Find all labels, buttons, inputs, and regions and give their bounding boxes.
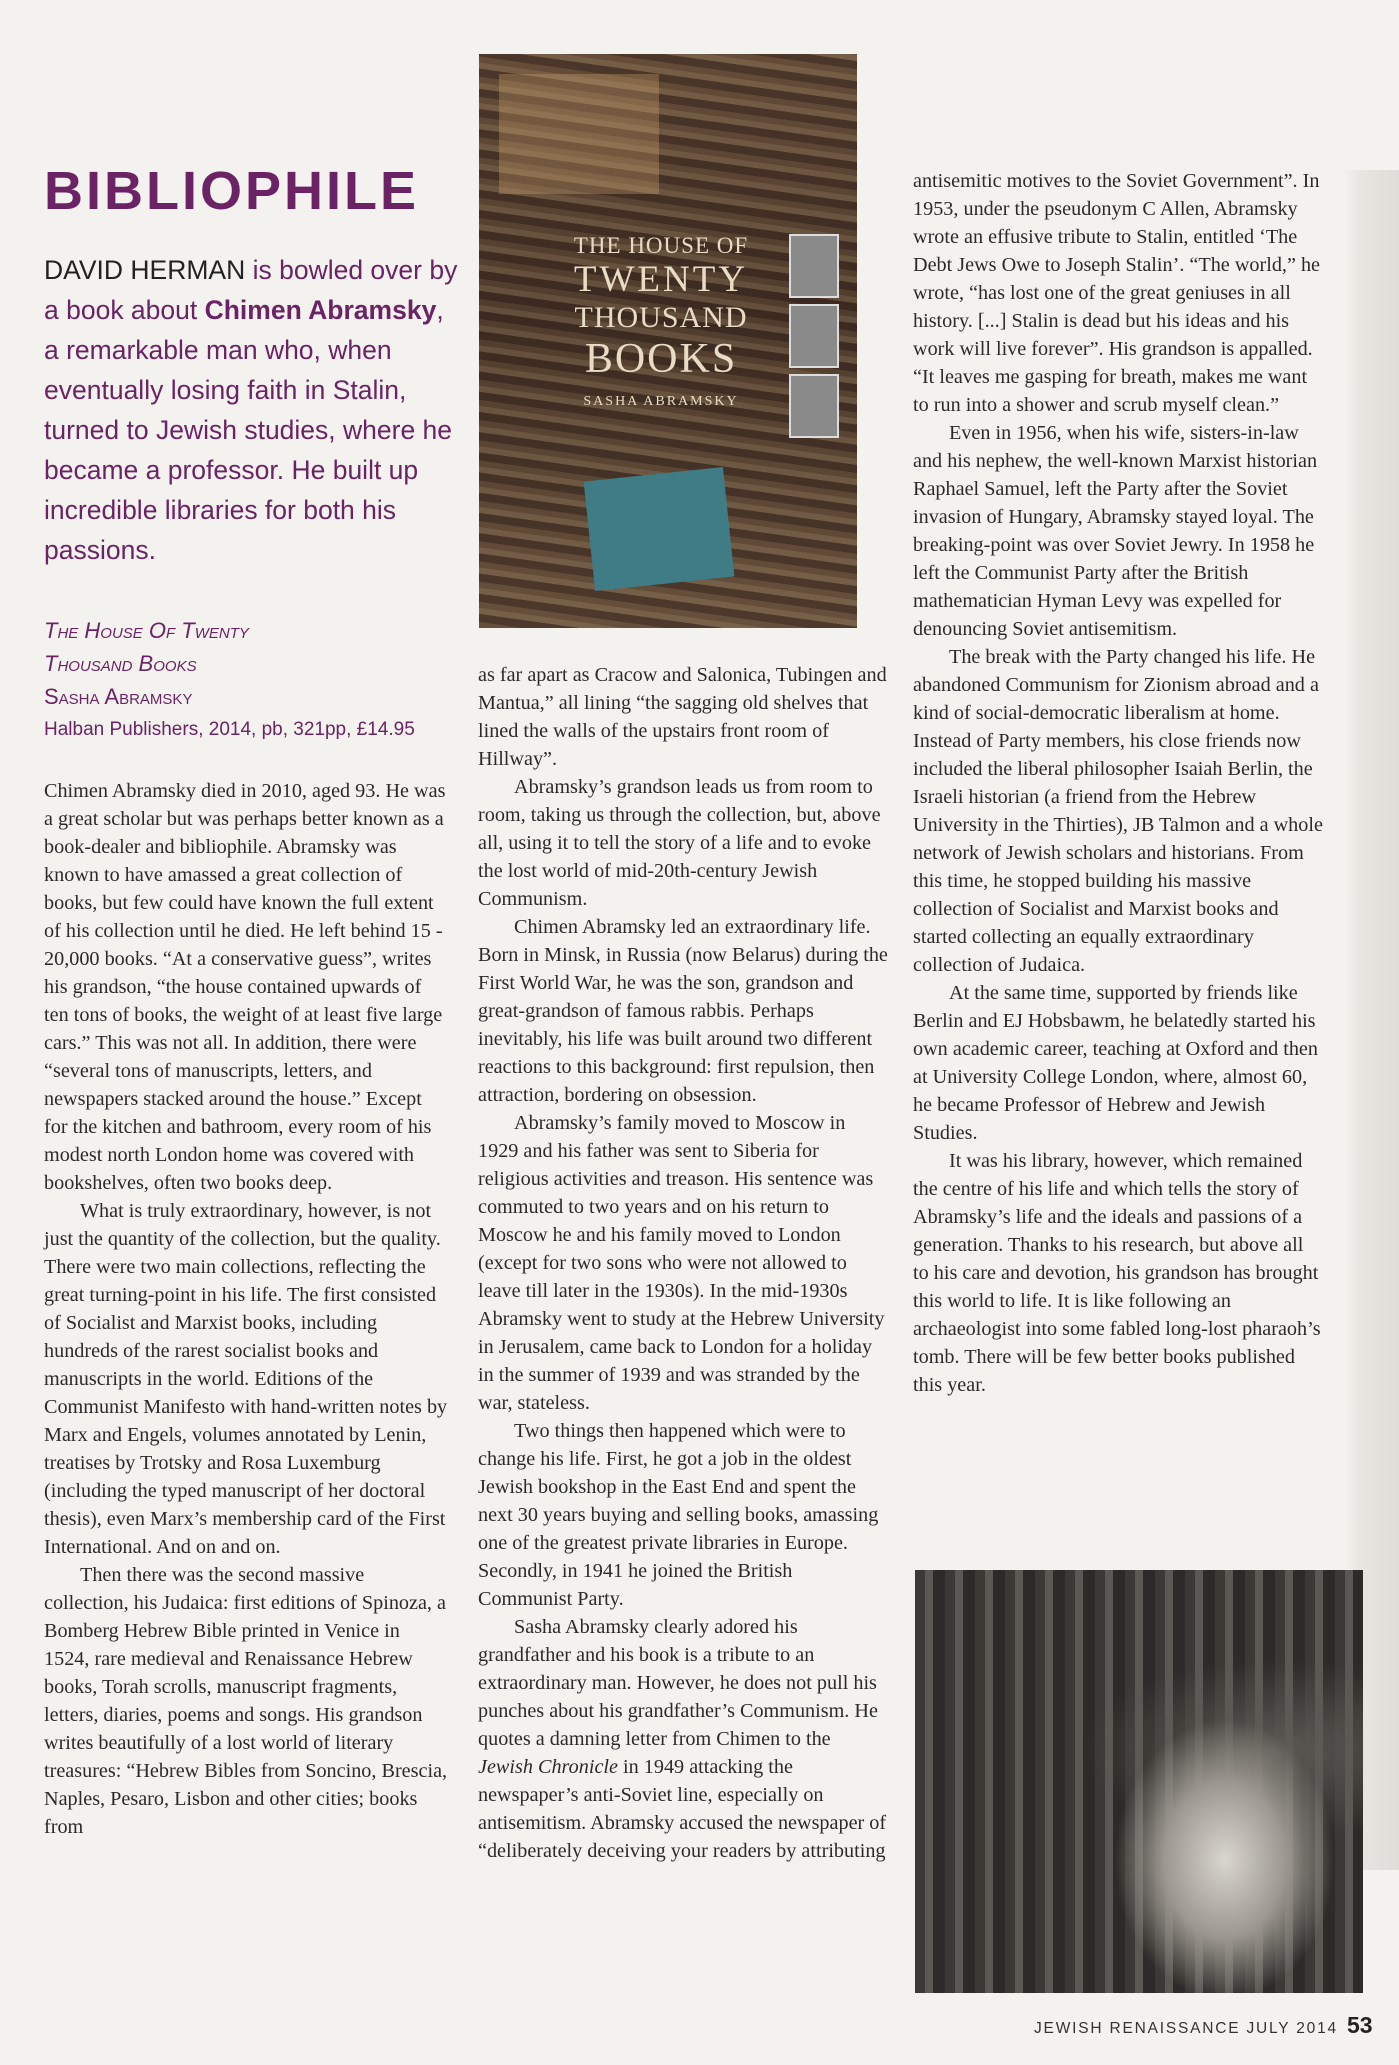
article-column-1 xyxy=(44,777,449,1841)
book-title-line-2: Thousand Books xyxy=(44,651,197,676)
standfirst-text-2: , a remarkable man who, when eventually losing faith in Stalin, turned to Jewish studies, where he became a professor. He built up incredible libraries for both his passions. xyxy=(44,295,453,565)
article-column-3 xyxy=(913,167,1323,1399)
paragraph-text: in 1949 attacking the newspaper’s anti-Soviet line, especially on antisemitism. Abramsky accused the newspaper of “deliberately deceiving your readers by attributing xyxy=(478,1756,887,1862)
paragraph: What is truly extraordinary, however, is not just the quantity of the collection, but the quality. There were two main collections, reflecting the great turning-point in his life. The first consisted of Socialist and Marxist books, including hundreds of the rarest socialist books and manuscripts in the world. Editions of the Communist Manifesto with hand-written notes by Marx and Engels, volumes annotated by Lenin, treatises by Trotsky and Rosa Luxemburg (including the typed manuscript of her doctoral thesis), even Marx’s membership card of the First International. And on and on. xyxy=(44,1200,448,1558)
standfirst xyxy=(44,250,464,570)
book-details xyxy=(44,614,464,744)
paragraph: The break with the Party changed his life. He abandoned Communism for Zionism abroad and a kind of social-democratic liberalism at home. Instead of Party members, his close friends now included the liberal philosopher Isaiah Berlin, the Israeli historian (a friend from the Hebrew University in the Thirties), JB Talmon and a whole network of Jewish scholars and historians. From this time, he stopped building his massive collection of Socialist and Marxist books and started collecting an equally extraordinary collection of Judaica. xyxy=(913,646,1323,976)
paragraph: Chimen Abramsky led an extraordinary life. Born in Minsk, in Russia (now Belarus) during the First World War, he was the son, grandson and great-grandson of famous rabbis. Perhaps inevitably, his life was built around two different reactions to this background: first repulsion, then attraction, bordering on obsession. xyxy=(478,916,888,1106)
paragraph: as far apart as Cracow and Salonica, Tubingen and Mantua,” all lining “the sagging old shelves that lined the walls of the upstairs front room of Hillway”. xyxy=(478,664,887,770)
paragraph: antisemitic motives to the Soviet Government”. In 1953, under the pseudonym C Allen, Abramsky wrote an effusive tribute to Stalin, entitled ‘The Debt Jews Owe to Joseph Stalin’. “The world,” he wrote, “has lost one of the great geniuses in all history. [...] Stalin is dead but his ideas and his work will live forever”. His grandson is appalled. “It leaves me gasping for breath, makes me want to run into a shower and scrub myself clean.” xyxy=(913,170,1321,416)
cover-teal-book xyxy=(584,467,735,591)
footer-publication: JEWISH RENAISSANCE JULY 2014 xyxy=(1034,2020,1338,2037)
cover-books-highlight xyxy=(499,74,659,194)
newspaper-title: Jewish Chronicle xyxy=(478,1756,618,1778)
cover-title-line: TWENTY xyxy=(573,259,749,300)
paragraph-text: Sasha Abramsky clearly adored his grandfather and his book is a tribute to an extraordinary man. However, he does not pull his punches about his grandfather’s Communism. He quotes a damning letter from Chimen to the xyxy=(478,1616,878,1750)
article-column-2 xyxy=(478,661,890,1865)
cover-thumbnail-photo xyxy=(789,234,839,298)
page-number: 53 xyxy=(1347,2012,1373,2038)
standfirst-author: DAVID HERMAN xyxy=(44,255,246,285)
cover-thumbnail-photo xyxy=(789,304,839,368)
standfirst-subject: Chimen Abramsky xyxy=(204,295,437,325)
standfirst-text-1: is bowled over by a book about xyxy=(44,255,458,325)
paragraph: Abramsky’s family moved to Moscow in 1929 and his father was sent to Siberia for religious activities and treason. His sentence was commuted to two years and on his return to Moscow he and his family moved to London (except for two sons who were not allowed to leave till later in the 1930s). In the mid-1930s Abramsky went to study at the Hebrew University in Jerusalem, came back to London for a holiday in the summer of 1939 and was stranded by the war, stateless. xyxy=(478,1112,885,1414)
paragraph: Then there was the second massive collection, his Judaica: first editions of Spinoza, a Bomberg Hebrew Bible printed in Venice in 1524, rare medieval and Renaissance Hebrew books, Torah scrolls, manuscript fragments, letters, diaries, poems and songs. His grandson writes beautifully of a lost world of literary treasures: “Hebrew Bibles from Soncino, Brescia, Naples, Pesaro, Lisbon and other cities; books from xyxy=(44,1564,448,1838)
paragraph: Two things then happened which were to change his life. First, he got a job in the oldest Jewish bookshop in the East End and spent the next 30 years buying and selling books, amassing one of the greatest private libraries in Europe. Secondly, in 1941 he joined the British Communist Party. xyxy=(478,1420,879,1610)
book-author: Sasha Abramsky xyxy=(44,684,193,709)
paragraph: Chimen Abramsky died in 2010, aged 93. He was a great scholar but was perhaps better known as a book-dealer and bibliophile. Abramsky was known to have amassed a great collection of books, but few could have known the full extent of his collection until he died. He left behind 15 - 20,000 books. “At a conservative guess”, writes his grandson, “the house contained upwards of ten tons of books, the weight of at least five large cars.” This was not all. In addition, there were “several tons of manuscripts, letters, and newspapers stacked around the house.” Except for the kitchen and bathroom, every room of his modest north London home was covered with bookshelves, often two books deep. xyxy=(44,780,446,1194)
paragraph: Even in 1956, when his wife, sisters-in-law and his nephew, the well-known Marxist historian Raphael Samuel, left the Party after the Soviet invasion of Hungary, Abramsky stayed loyal. The breaking-point was over Soviet Jewry. In 1958 he left the Communist Party after the British mathematician Hyman Levy was expelled for denouncing Soviet antisemitism. xyxy=(913,422,1318,640)
paragraph: It was his library, however, which remained the centre of his life and which tells the story of Abramsky’s life and the ideals and passions of a generation. Thanks to his research, but above all to his care and devotion, his grandson has brought this world to life. It is like following an archaeologist into some fabled long-lost pharaoh’s tomb. There will be few better books published this year. xyxy=(913,1150,1321,1396)
book-cover-image xyxy=(479,54,857,628)
section-title: BIBLIOPHILE xyxy=(44,161,420,221)
cover-title xyxy=(541,232,781,416)
cover-thumbnail-photo xyxy=(789,374,839,438)
paragraph xyxy=(478,1613,890,1865)
paragraph: Abramsky’s grandson leads us from room to room, taking us through the collection, but, above all, using it to tell the story of a life and to evoke the lost world of mid-20th-century Jewish Communism. xyxy=(478,776,881,910)
cover-title-line: THE HOUSE OF xyxy=(573,233,749,258)
paragraph: At the same time, supported by friends like Berlin and EJ Hobsbawm, he belatedly started his own academic career, teaching at Oxford and then at University College London, where, almost 60, he became Professor of Hebrew and Jewish Studies. xyxy=(913,982,1318,1144)
cover-author: SASHA ABRAMSKY xyxy=(583,394,739,409)
book-publisher: Halban Publishers, 2014, pb, 321pp, £14.95 xyxy=(44,719,415,740)
cover-title-line: THOUSAND xyxy=(574,301,748,334)
book-title-line-1: The House Of Twenty xyxy=(44,618,249,643)
cover-title-line: BOOKS xyxy=(584,336,738,382)
author-subject-photo xyxy=(915,1570,1363,1993)
